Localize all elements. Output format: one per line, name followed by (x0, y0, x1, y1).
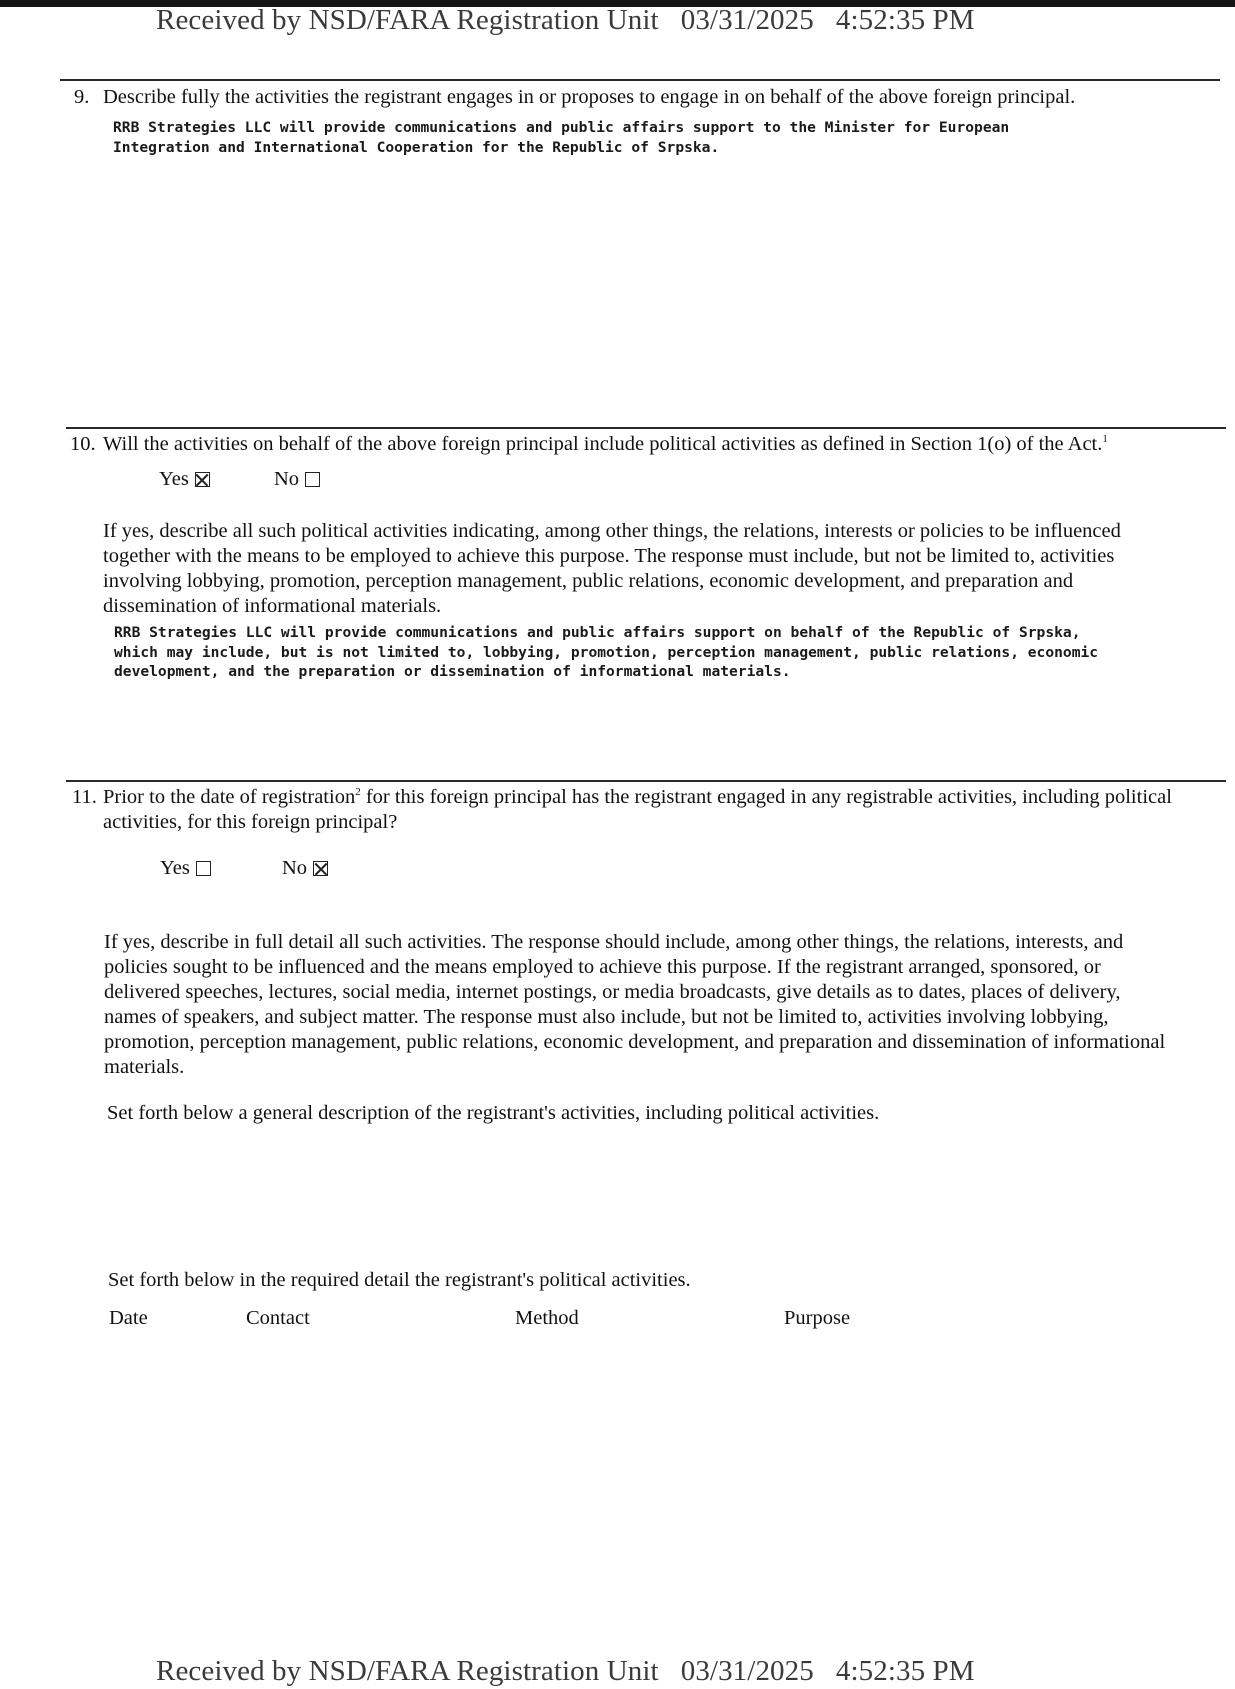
q10-question-text: Will the activities on behalf of the above foreign principal include political activities as defined in Section 1(o) of the Act. (103, 433, 1103, 455)
q9-answer: RRB Strategies LLC will provide communications and public affairs support to the Minister for European Integration and International Cooperation for the Republic of Srpska. (113, 119, 1010, 156)
q11-yes-checkbox[interactable] (196, 861, 211, 876)
q9-question: Describe fully the activities the registrant engages in or proposes to engage in on behalf of the above foreign principal. (103, 86, 1076, 108)
received-stamp-top: Received by NSD/FARA Registration Unit 03/31/2025 4:52:35 PM (156, 4, 975, 36)
section-divider-11 (66, 780, 1226, 782)
q11-yes-label: Yes (160, 857, 190, 879)
q10-instructions: If yes, describe all such political activities indicating, among other things, the relations, interests or policies to be influenced together with the means to be employed to achieve this purpose. The response must include, but not be limited to, activities involving lobbying, promotion, perception management, public relations, economic development, and preparation and dissemination of informational materials. (103, 520, 1121, 617)
q10-no-option[interactable] (274, 467, 320, 492)
q10-no-label: No (274, 468, 300, 490)
q11-question-text-end: for this foreign principal has the registrant engaged in any registrable activities, including political activities, for this foreign principal? (103, 786, 1172, 833)
q11-instructions: If yes, describe in full detail all such activities. The response should include, among other things, the relations, interests, and policies sought to be influenced and the means employed to achieve this purpose. If the registrant arranged, sponsored, or delivered speeches, lectures, social media, internet postings, or media broadcasts, give details as to dates, places of delivery, names of speakers, and subject matter. The response must also include, but not be limited to, activities involving lobbying, promotion, perception management, public relations, economic development, and preparation and dissemination of informational materials. (104, 931, 1166, 1078)
q11-no-checkbox[interactable] (313, 861, 328, 876)
column-header-purpose: Purpose (784, 1307, 851, 1329)
column-header-method: Method (515, 1307, 579, 1329)
q11-question-text-start: Prior to the date of registration (103, 786, 356, 808)
received-stamp-bottom: Received by NSD/FARA Registration Unit 03/31/2025 4:52:35 PM (156, 1655, 975, 1687)
section-divider-10 (66, 427, 1226, 429)
q11-yes-option[interactable] (160, 856, 211, 881)
q10-no-checkbox[interactable] (305, 472, 320, 487)
q11-footnote-ref: 2 (355, 786, 361, 799)
q9-number: 9. (74, 86, 90, 108)
q11-no-label: No (282, 857, 308, 879)
q10-number: 10. (70, 433, 96, 455)
column-header-date: Date (109, 1307, 148, 1329)
column-header-contact: Contact (246, 1307, 310, 1329)
q10-footnote-ref: 1 (1102, 433, 1108, 446)
q10-answer: RRB Strategies LLC will provide communications and public affairs support on behalf of the Republic of Srpska, which may include, but is not limited to, lobbying, promotion, perception management, public relations, economic development, and the preparation or dissemination of informational materials. (114, 624, 1099, 680)
q11-no-option[interactable] (282, 856, 328, 881)
section-divider-9 (60, 79, 1220, 81)
q10-yes-checkbox[interactable] (195, 472, 210, 487)
q10-yes-option[interactable] (159, 467, 210, 492)
q11-general-description-label: Set forth below a general description of the registrant's activities, including political activities. (107, 1102, 880, 1124)
q11-detail-label: Set forth below in the required detail the registrant's political activities. (108, 1269, 691, 1291)
q10-question (103, 432, 1108, 457)
q11-number: 11. (72, 786, 97, 808)
q10-yes-label: Yes (159, 468, 189, 490)
q11-question (103, 785, 1223, 835)
